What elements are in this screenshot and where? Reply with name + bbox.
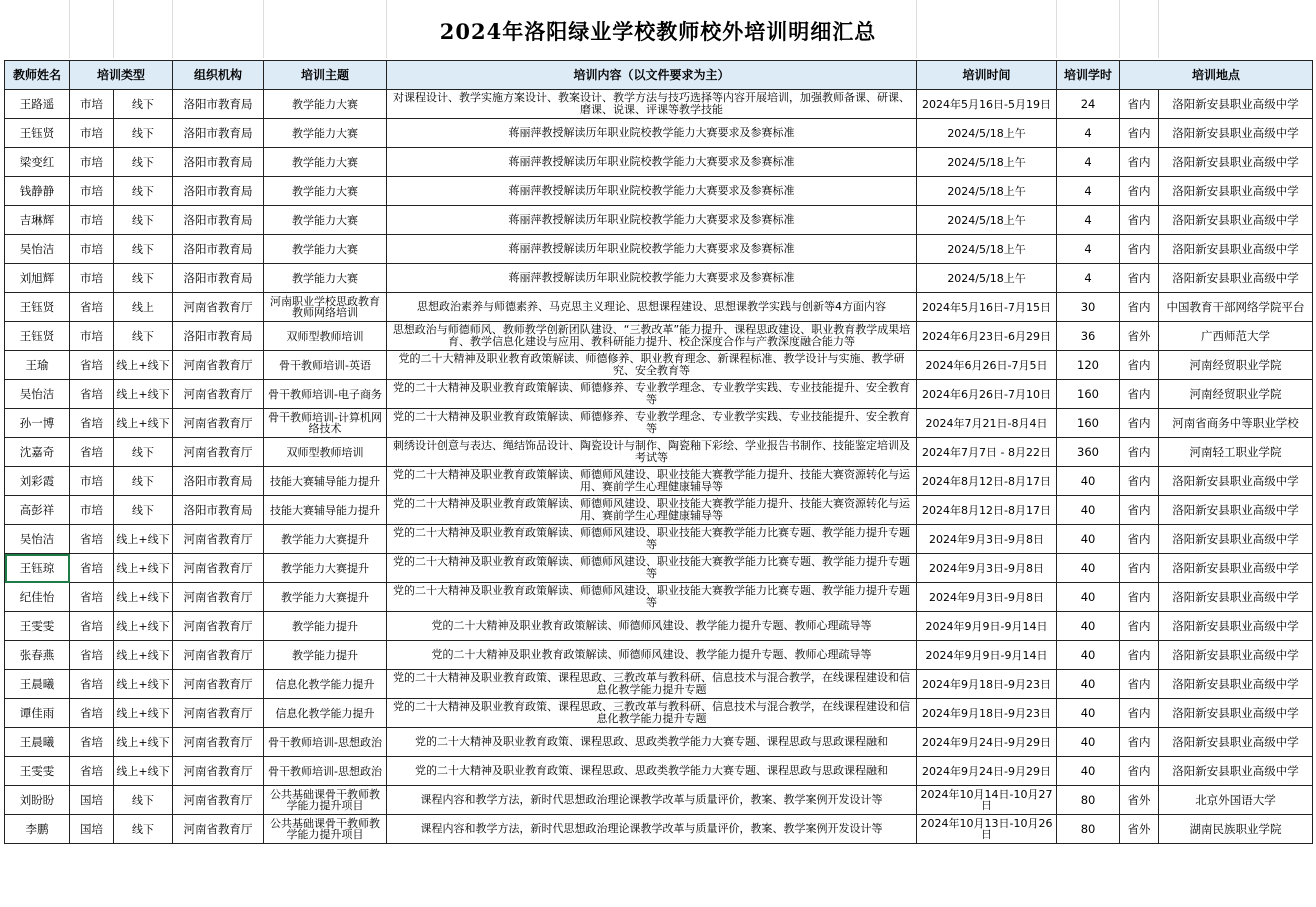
teacher-name-cell[interactable]: 王钰琼 bbox=[5, 554, 70, 583]
table-row bbox=[5, 148, 1313, 177]
hours-cell[interactable]: 160 bbox=[1057, 380, 1120, 409]
organizer-cell[interactable]: 洛阳市教育局 bbox=[173, 90, 264, 119]
table-row bbox=[5, 641, 1313, 670]
teacher-name-cell[interactable]: 纪佳怡 bbox=[5, 583, 70, 612]
training-type-cell[interactable]: 省培 bbox=[70, 583, 114, 612]
content-cell[interactable]: 课程内容和教学方法，新时代思想政治理论课教学改革与质量评价，教案、教学案例开发设计等 bbox=[387, 786, 917, 815]
time-cell[interactable]: 2024/5/18上午 bbox=[917, 264, 1057, 293]
topic-cell[interactable]: 技能大赛辅导能力提升 bbox=[264, 467, 387, 496]
teacher-name-cell[interactable]: 王钰贤 bbox=[5, 293, 70, 322]
topic-cell[interactable]: 公共基础课骨干教师教学能力提升项目 bbox=[264, 786, 387, 815]
table-row bbox=[5, 90, 1313, 119]
location-cell[interactable]: 河南经贸职业学院 bbox=[1159, 351, 1313, 380]
content-cell[interactable]: 党的二十大精神及职业教育政策解读、师德师风建设、职业技能大赛教学能力比赛专题、教学能力提升专题等 bbox=[387, 583, 917, 612]
region-cell[interactable]: 省内 bbox=[1120, 554, 1159, 583]
header-training-type[interactable]: 培训类型 bbox=[70, 61, 173, 90]
training-type-cell[interactable]: 市培 bbox=[70, 264, 114, 293]
training-type-cell[interactable]: 省培 bbox=[70, 670, 114, 699]
organizer-cell[interactable]: 河南省教育厅 bbox=[173, 612, 264, 641]
region-cell[interactable]: 省内 bbox=[1120, 438, 1159, 467]
header-content[interactable]: 培训内容（以文件要求为主） bbox=[387, 61, 917, 90]
time-cell[interactable]: 2024年9月18日-9月23日 bbox=[917, 699, 1057, 728]
header-organizer[interactable]: 组织机构 bbox=[173, 61, 264, 90]
training-type-cell[interactable]: 省培 bbox=[70, 728, 114, 757]
training-type-cell[interactable]: 省培 bbox=[70, 525, 114, 554]
organizer-cell[interactable]: 河南省教育厅 bbox=[173, 351, 264, 380]
hours-cell[interactable]: 4 bbox=[1057, 206, 1120, 235]
location-cell[interactable]: 广西师范大学 bbox=[1159, 322, 1313, 351]
time-cell[interactable]: 2024/5/18上午 bbox=[917, 206, 1057, 235]
location-cell[interactable]: 洛阳新安县职业高级中学 bbox=[1159, 177, 1313, 206]
training-mode-cell[interactable]: 线下 bbox=[114, 815, 173, 844]
training-type-cell[interactable]: 市培 bbox=[70, 177, 114, 206]
location-cell[interactable]: 河南经贸职业学院 bbox=[1159, 380, 1313, 409]
training-mode-cell[interactable]: 线上+线下 bbox=[114, 554, 173, 583]
region-cell[interactable]: 省内 bbox=[1120, 351, 1159, 380]
topic-cell[interactable]: 河南职业学校思政教育教师网络培训 bbox=[264, 293, 387, 322]
teacher-name-cell[interactable]: 王路遥 bbox=[5, 90, 70, 119]
organizer-cell[interactable]: 河南省教育厅 bbox=[173, 409, 264, 438]
training-mode-cell[interactable]: 线上 bbox=[114, 293, 173, 322]
header-location[interactable]: 培训地点 bbox=[1120, 61, 1313, 90]
training-type-cell[interactable]: 省培 bbox=[70, 438, 114, 467]
teacher-name-cell[interactable]: 吴怡洁 bbox=[5, 235, 70, 264]
table-row bbox=[5, 496, 1313, 525]
teacher-name-cell[interactable]: 沈嘉奇 bbox=[5, 438, 70, 467]
organizer-cell[interactable]: 河南省教育厅 bbox=[173, 380, 264, 409]
time-cell[interactable]: 2024年9月3日-9月8日 bbox=[917, 554, 1057, 583]
table-row bbox=[5, 467, 1313, 496]
topic-cell[interactable]: 骨干教师培训-计算机网络技术 bbox=[264, 409, 387, 438]
hours-cell[interactable]: 40 bbox=[1057, 554, 1120, 583]
time-cell[interactable]: 2024年9月24日-9月29日 bbox=[917, 757, 1057, 786]
training-type-cell[interactable]: 市培 bbox=[70, 90, 114, 119]
training-type-cell[interactable]: 省培 bbox=[70, 409, 114, 438]
topic-cell[interactable]: 公共基础课骨干教师教学能力提升项目 bbox=[264, 815, 387, 844]
content-cell[interactable]: 党的二十大精神及职业教育政策解读、师德师风建设、教学能力提升专题、教师心理疏导等 bbox=[387, 641, 917, 670]
region-cell[interactable]: 省内 bbox=[1120, 177, 1159, 206]
hours-cell[interactable]: 360 bbox=[1057, 438, 1120, 467]
content-cell[interactable]: 党的二十大精神及职业教育政策解读、师德修养、专业教学理念、专业教学实践、专业技能提升、安全教育等 bbox=[387, 380, 917, 409]
time-cell[interactable]: 2024年5月16日-5月19日 bbox=[917, 90, 1057, 119]
hours-cell[interactable]: 4 bbox=[1057, 148, 1120, 177]
organizer-cell[interactable]: 河南省教育厅 bbox=[173, 699, 264, 728]
table-row bbox=[5, 670, 1313, 699]
content-cell[interactable]: 思想政治素养与师德素养、马克思主义理论、思想课程建设、思想课教学实践与创新等4方面内容 bbox=[387, 293, 917, 322]
training-type-cell[interactable]: 市培 bbox=[70, 206, 114, 235]
topic-cell[interactable]: 教学能力大赛提升 bbox=[264, 583, 387, 612]
teacher-name-cell[interactable]: 刘旭辉 bbox=[5, 264, 70, 293]
training-mode-cell[interactable]: 线下 bbox=[114, 322, 173, 351]
training-mode-cell[interactable]: 线上+线下 bbox=[114, 583, 173, 612]
topic-cell[interactable]: 骨干教师培训-英语 bbox=[264, 351, 387, 380]
location-cell[interactable]: 洛阳新安县职业高级中学 bbox=[1159, 525, 1313, 554]
hours-cell[interactable]: 4 bbox=[1057, 235, 1120, 264]
region-cell[interactable]: 省内 bbox=[1120, 583, 1159, 612]
teacher-name-cell[interactable]: 王雯雯 bbox=[5, 612, 70, 641]
region-cell[interactable]: 省内 bbox=[1120, 293, 1159, 322]
training-type-cell[interactable]: 市培 bbox=[70, 119, 114, 148]
teacher-name-cell[interactable]: 梁变红 bbox=[5, 148, 70, 177]
teacher-name-cell[interactable]: 吴怡洁 bbox=[5, 380, 70, 409]
topic-cell[interactable]: 双师型教师培训 bbox=[264, 438, 387, 467]
region-cell[interactable]: 省内 bbox=[1120, 119, 1159, 148]
content-cell[interactable]: 对课程设计、教学实施方案设计、教案设计、教学方法与技巧选择等内容开展培训，加强教师备课、研课、磨课、说课、评课等教学技能 bbox=[387, 90, 917, 119]
training-type-cell[interactable]: 省培 bbox=[70, 757, 114, 786]
hours-cell[interactable]: 80 bbox=[1057, 786, 1120, 815]
time-cell[interactable]: 2024年6月26日-7月10日 bbox=[917, 380, 1057, 409]
content-cell[interactable]: 党的二十大精神及职业教育政策、课程思政、思政类教学能力大赛专题、课程思政与思政课程融和 bbox=[387, 757, 917, 786]
training-mode-cell[interactable]: 线下 bbox=[114, 206, 173, 235]
organizer-cell[interactable]: 河南省教育厅 bbox=[173, 786, 264, 815]
content-cell[interactable]: 蒋丽萍教授解读历年职业院校教学能力大赛要求及参赛标准 bbox=[387, 119, 917, 148]
hours-cell[interactable]: 40 bbox=[1057, 728, 1120, 757]
teacher-name-cell[interactable]: 王晨曦 bbox=[5, 670, 70, 699]
organizer-cell[interactable]: 河南省教育厅 bbox=[173, 554, 264, 583]
hours-cell[interactable]: 80 bbox=[1057, 815, 1120, 844]
location-cell[interactable]: 河南轻工职业学院 bbox=[1159, 438, 1313, 467]
content-cell[interactable]: 蒋丽萍教授解读历年职业院校教学能力大赛要求及参赛标准 bbox=[387, 235, 917, 264]
location-cell[interactable]: 北京外国语大学 bbox=[1159, 786, 1313, 815]
training-mode-cell[interactable]: 线下 bbox=[114, 90, 173, 119]
location-cell[interactable]: 洛阳新安县职业高级中学 bbox=[1159, 670, 1313, 699]
table-row bbox=[5, 322, 1313, 351]
content-cell[interactable]: 蒋丽萍教授解读历年职业院校教学能力大赛要求及参赛标准 bbox=[387, 264, 917, 293]
hours-cell[interactable]: 40 bbox=[1057, 583, 1120, 612]
topic-cell[interactable]: 教学能力大赛 bbox=[264, 264, 387, 293]
topic-cell[interactable]: 骨干教师培训-电子商务 bbox=[264, 380, 387, 409]
hours-cell[interactable]: 4 bbox=[1057, 264, 1120, 293]
topic-cell[interactable]: 教学能力大赛 bbox=[264, 206, 387, 235]
training-mode-cell[interactable]: 线下 bbox=[114, 148, 173, 177]
training-type-cell[interactable]: 省培 bbox=[70, 641, 114, 670]
training-mode-cell[interactable]: 线上+线下 bbox=[114, 757, 173, 786]
teacher-name-cell[interactable]: 王钰贤 bbox=[5, 119, 70, 148]
location-cell[interactable]: 洛阳新安县职业高级中学 bbox=[1159, 583, 1313, 612]
teacher-name-cell[interactable]: 吴怡洁 bbox=[5, 525, 70, 554]
table-row bbox=[5, 293, 1313, 322]
training-mode-cell[interactable]: 线下 bbox=[114, 438, 173, 467]
content-cell[interactable]: 党的二十大精神及职业教育政策、课程思政、思政类教学能力大赛专题、课程思政与思政课程融和 bbox=[387, 728, 917, 757]
table-row bbox=[5, 554, 1313, 583]
hours-cell[interactable]: 40 bbox=[1057, 699, 1120, 728]
hours-cell[interactable]: 40 bbox=[1057, 467, 1120, 496]
organizer-cell[interactable]: 河南省教育厅 bbox=[173, 728, 264, 757]
training-mode-cell[interactable]: 线上+线下 bbox=[114, 699, 173, 728]
table-row bbox=[5, 438, 1313, 467]
teacher-name-cell[interactable]: 孙一博 bbox=[5, 409, 70, 438]
training-mode-cell[interactable]: 线下 bbox=[114, 177, 173, 206]
time-cell[interactable]: 2024年9月9日-9月14日 bbox=[917, 641, 1057, 670]
sheet-title: 2024年洛阳绿业学校教师校外培训明细汇总 bbox=[439, 19, 877, 44]
organizer-cell[interactable]: 河南省教育厅 bbox=[173, 815, 264, 844]
organizer-cell[interactable]: 河南省教育厅 bbox=[173, 757, 264, 786]
topic-cell[interactable]: 骨干教师培训-思想政治 bbox=[264, 728, 387, 757]
location-cell[interactable]: 洛阳新安县职业高级中学 bbox=[1159, 612, 1313, 641]
region-cell[interactable]: 省内 bbox=[1120, 728, 1159, 757]
training-mode-cell[interactable]: 线上+线下 bbox=[114, 612, 173, 641]
location-cell[interactable]: 洛阳新安县职业高级中学 bbox=[1159, 728, 1313, 757]
hours-cell[interactable]: 30 bbox=[1057, 293, 1120, 322]
region-cell[interactable]: 省内 bbox=[1120, 148, 1159, 177]
time-cell[interactable]: 2024年5月16日-7月15日 bbox=[917, 293, 1057, 322]
organizer-cell[interactable]: 河南省教育厅 bbox=[173, 438, 264, 467]
table-row bbox=[5, 757, 1313, 786]
training-mode-cell[interactable]: 线上+线下 bbox=[114, 670, 173, 699]
location-cell[interactable]: 湖南民族职业学院 bbox=[1159, 815, 1313, 844]
training-mode-cell[interactable]: 线上+线下 bbox=[114, 409, 173, 438]
region-cell[interactable]: 省内 bbox=[1120, 409, 1159, 438]
table-row bbox=[5, 264, 1313, 293]
organizer-cell[interactable]: 洛阳市教育局 bbox=[173, 235, 264, 264]
time-cell[interactable]: 2024年8月12日-8月17日 bbox=[917, 496, 1057, 525]
time-cell[interactable]: 2024/5/18上午 bbox=[917, 235, 1057, 264]
training-type-cell[interactable]: 市培 bbox=[70, 322, 114, 351]
time-cell[interactable]: 2024年7月7日 - 8月22日 bbox=[917, 438, 1057, 467]
location-cell[interactable]: 洛阳新安县职业高级中学 bbox=[1159, 496, 1313, 525]
header-hours[interactable]: 培训学时 bbox=[1057, 61, 1120, 90]
organizer-cell[interactable]: 洛阳市教育局 bbox=[173, 264, 264, 293]
content-cell[interactable]: 思想政治与师德师风、教师教学创新团队建设、“三教改革”能力提升、课程思政建设、职业教育教学成果培育、教学信息化建设与应用、教科研能力提升、校企深度合作与产教深度融合能力等 bbox=[387, 322, 917, 351]
topic-cell[interactable]: 教学能力大赛 bbox=[264, 148, 387, 177]
table-row bbox=[5, 351, 1313, 380]
table-row bbox=[5, 206, 1313, 235]
region-cell[interactable]: 省内 bbox=[1120, 641, 1159, 670]
region-cell[interactable]: 省内 bbox=[1120, 496, 1159, 525]
location-cell[interactable]: 洛阳新安县职业高级中学 bbox=[1159, 554, 1313, 583]
training-type-cell[interactable]: 省培 bbox=[70, 351, 114, 380]
organizer-cell[interactable]: 洛阳市教育局 bbox=[173, 148, 264, 177]
training-type-cell[interactable]: 省培 bbox=[70, 612, 114, 641]
location-cell[interactable]: 洛阳新安县职业高级中学 bbox=[1159, 119, 1313, 148]
region-cell[interactable]: 省内 bbox=[1120, 699, 1159, 728]
organizer-cell[interactable]: 河南省教育厅 bbox=[173, 583, 264, 612]
content-cell[interactable]: 蒋丽萍教授解读历年职业院校教学能力大赛要求及参赛标准 bbox=[387, 206, 917, 235]
organizer-cell[interactable]: 洛阳市教育局 bbox=[173, 496, 264, 525]
training-type-cell[interactable]: 国培 bbox=[70, 815, 114, 844]
region-cell[interactable]: 省外 bbox=[1120, 815, 1159, 844]
content-cell[interactable]: 蒋丽萍教授解读历年职业院校教学能力大赛要求及参赛标准 bbox=[387, 148, 917, 177]
training-mode-cell[interactable]: 线上+线下 bbox=[114, 641, 173, 670]
location-cell[interactable]: 洛阳新安县职业高级中学 bbox=[1159, 264, 1313, 293]
topic-cell[interactable]: 骨干教师培训-思想政治 bbox=[264, 757, 387, 786]
hours-cell[interactable]: 24 bbox=[1057, 90, 1120, 119]
hours-cell[interactable]: 40 bbox=[1057, 670, 1120, 699]
header-row bbox=[5, 61, 1313, 90]
content-cell[interactable]: 党的二十大精神及职业教育政策解读、师德修养、专业教学理念、专业教学实践、专业技能提升、安全教育等 bbox=[387, 409, 917, 438]
location-cell[interactable]: 洛阳新安县职业高级中学 bbox=[1159, 467, 1313, 496]
region-cell[interactable]: 省内 bbox=[1120, 467, 1159, 496]
content-cell[interactable]: 党的二十大精神及职业教育政策、课程思政、三教改革与教科研、信息技术与混合教学，在线课程建设和信息化教学能力提升专题 bbox=[387, 670, 917, 699]
training-type-cell[interactable]: 省培 bbox=[70, 699, 114, 728]
time-cell[interactable]: 2024/5/18上午 bbox=[917, 119, 1057, 148]
hours-cell[interactable]: 40 bbox=[1057, 612, 1120, 641]
region-cell[interactable]: 省内 bbox=[1120, 264, 1159, 293]
teacher-name-cell[interactable]: 刘彩霞 bbox=[5, 467, 70, 496]
training-mode-cell[interactable]: 线下 bbox=[114, 496, 173, 525]
time-cell[interactable]: 2024年6月23日-6月29日 bbox=[917, 322, 1057, 351]
teacher-name-cell[interactable]: 王晨曦 bbox=[5, 728, 70, 757]
time-cell[interactable]: 2024年8月12日-8月17日 bbox=[917, 467, 1057, 496]
training-mode-cell[interactable]: 线上+线下 bbox=[114, 525, 173, 554]
location-cell[interactable]: 洛阳新安县职业高级中学 bbox=[1159, 235, 1313, 264]
training-type-cell[interactable]: 省培 bbox=[70, 293, 114, 322]
content-cell[interactable]: 刺绣设计创意与表达、绳结饰品设计、陶瓷设计与制作、陶瓷釉下彩绘、学业报告书制作、技能鉴定培训及考试等 bbox=[387, 438, 917, 467]
location-cell[interactable]: 洛阳新安县职业高级中学 bbox=[1159, 757, 1313, 786]
table-row bbox=[5, 815, 1313, 844]
location-cell[interactable]: 河南省商务中等职业学校 bbox=[1159, 409, 1313, 438]
region-cell[interactable]: 省内 bbox=[1120, 206, 1159, 235]
training-mode-cell[interactable]: 线下 bbox=[114, 786, 173, 815]
hours-cell[interactable]: 40 bbox=[1057, 641, 1120, 670]
topic-cell[interactable]: 教学能力提升 bbox=[264, 641, 387, 670]
teacher-name-cell[interactable]: 王雯雯 bbox=[5, 757, 70, 786]
content-cell[interactable]: 党的二十大精神及职业教育政策解读、师德师风建设、职业技能大赛教学能力提升、技能大赛资源转化与运用、赛前学生心理健康辅导等 bbox=[387, 467, 917, 496]
teacher-name-cell[interactable]: 谭佳雨 bbox=[5, 699, 70, 728]
training-mode-cell[interactable]: 线下 bbox=[114, 119, 173, 148]
time-cell[interactable]: 2024年10月14日-10月27日 bbox=[917, 786, 1057, 815]
topic-cell[interactable]: 教学能力大赛 bbox=[264, 177, 387, 206]
teacher-name-cell[interactable]: 王钰贤 bbox=[5, 322, 70, 351]
time-cell[interactable]: 2024年7月21日-8月4日 bbox=[917, 409, 1057, 438]
region-cell[interactable]: 省内 bbox=[1120, 235, 1159, 264]
hours-cell[interactable]: 4 bbox=[1057, 177, 1120, 206]
content-cell[interactable]: 党的二十大精神及职业教育政策解读、师德师风建设、职业技能大赛教学能力比赛专题、教学能力提升专题等 bbox=[387, 525, 917, 554]
content-cell[interactable]: 党的二十大精神及职业教育政策解读、师德修养、职业教育理念、新课程标准、教学设计与实施、教学研究、安全教育等 bbox=[387, 351, 917, 380]
time-cell[interactable]: 2024年9月3日-9月8日 bbox=[917, 583, 1057, 612]
time-cell[interactable]: 2024年6月26日-7月5日 bbox=[917, 351, 1057, 380]
topic-cell[interactable]: 信息化教学能力提升 bbox=[264, 699, 387, 728]
topic-cell[interactable]: 教学能力大赛 bbox=[264, 119, 387, 148]
header-teacher-name[interactable]: 教师姓名 bbox=[5, 61, 70, 90]
training-mode-cell[interactable]: 线下 bbox=[114, 235, 173, 264]
content-cell[interactable]: 蒋丽萍教授解读历年职业院校教学能力大赛要求及参赛标准 bbox=[387, 177, 917, 206]
topic-cell[interactable]: 教学能力大赛提升 bbox=[264, 554, 387, 583]
header-topic[interactable]: 培训主题 bbox=[264, 61, 387, 90]
training-type-cell[interactable]: 市培 bbox=[70, 235, 114, 264]
hours-cell[interactable]: 36 bbox=[1057, 322, 1120, 351]
table-row bbox=[5, 380, 1313, 409]
topic-cell[interactable]: 教学能力大赛提升 bbox=[264, 525, 387, 554]
topic-cell[interactable]: 双师型教师培训 bbox=[264, 322, 387, 351]
training-mode-cell[interactable]: 线下 bbox=[114, 467, 173, 496]
location-cell[interactable]: 中国教育干部网络学院平台 bbox=[1159, 293, 1313, 322]
organizer-cell[interactable]: 河南省教育厅 bbox=[173, 525, 264, 554]
training-type-cell[interactable]: 市培 bbox=[70, 467, 114, 496]
topic-cell[interactable]: 教学能力大赛 bbox=[264, 235, 387, 264]
time-cell[interactable]: 2024年9月18日-9月23日 bbox=[917, 670, 1057, 699]
region-cell[interactable]: 省内 bbox=[1120, 90, 1159, 119]
content-cell[interactable]: 课程内容和教学方法，新时代思想政治理论课教学改革与质量评价，教案、教学案例开发设计等 bbox=[387, 815, 917, 844]
location-cell[interactable]: 洛阳新安县职业高级中学 bbox=[1159, 206, 1313, 235]
training-table bbox=[4, 60, 1313, 844]
region-cell[interactable]: 省内 bbox=[1120, 525, 1159, 554]
training-type-cell[interactable]: 省培 bbox=[70, 380, 114, 409]
hours-cell[interactable]: 4 bbox=[1057, 119, 1120, 148]
teacher-name-cell[interactable]: 王瑜 bbox=[5, 351, 70, 380]
organizer-cell[interactable]: 洛阳市教育局 bbox=[173, 206, 264, 235]
region-cell[interactable]: 省内 bbox=[1120, 612, 1159, 641]
location-cell[interactable]: 洛阳新安县职业高级中学 bbox=[1159, 90, 1313, 119]
region-cell[interactable]: 省外 bbox=[1120, 322, 1159, 351]
location-cell[interactable]: 洛阳新安县职业高级中学 bbox=[1159, 699, 1313, 728]
organizer-cell[interactable]: 河南省教育厅 bbox=[173, 293, 264, 322]
hours-cell[interactable]: 160 bbox=[1057, 409, 1120, 438]
hours-cell[interactable]: 40 bbox=[1057, 525, 1120, 554]
teacher-name-cell[interactable]: 张春燕 bbox=[5, 641, 70, 670]
table-row bbox=[5, 177, 1313, 206]
time-cell[interactable]: 2024年9月24日-9月29日 bbox=[917, 728, 1057, 757]
table-row bbox=[5, 612, 1313, 641]
organizer-cell[interactable]: 洛阳市教育局 bbox=[173, 322, 264, 351]
table-row bbox=[5, 119, 1313, 148]
teacher-name-cell[interactable]: 高彭祥 bbox=[5, 496, 70, 525]
topic-cell[interactable]: 教学能力大赛 bbox=[264, 90, 387, 119]
topic-cell[interactable]: 技能大赛辅导能力提升 bbox=[264, 496, 387, 525]
content-cell[interactable]: 党的二十大精神及职业教育政策解读、师德师风建设、教学能力提升专题、教师心理疏导等 bbox=[387, 612, 917, 641]
training-type-cell[interactable]: 市培 bbox=[70, 496, 114, 525]
table-row bbox=[5, 699, 1313, 728]
content-cell[interactable]: 党的二十大精神及职业教育政策解读、师德师风建设、职业技能大赛教学能力提升、技能大赛资源转化与运用、赛前学生心理健康辅导等 bbox=[387, 496, 917, 525]
table-row bbox=[5, 525, 1313, 554]
hours-cell[interactable]: 40 bbox=[1057, 757, 1120, 786]
region-cell[interactable]: 省内 bbox=[1120, 380, 1159, 409]
region-cell[interactable]: 省内 bbox=[1120, 757, 1159, 786]
topic-cell[interactable]: 信息化教学能力提升 bbox=[264, 670, 387, 699]
organizer-cell[interactable]: 洛阳市教育局 bbox=[173, 467, 264, 496]
time-cell[interactable]: 2024/5/18上午 bbox=[917, 148, 1057, 177]
training-mode-cell[interactable]: 线上+线下 bbox=[114, 380, 173, 409]
organizer-cell[interactable]: 洛阳市教育局 bbox=[173, 177, 264, 206]
hours-cell[interactable]: 120 bbox=[1057, 351, 1120, 380]
teacher-name-cell[interactable]: 刘盼盼 bbox=[5, 786, 70, 815]
training-type-cell[interactable]: 省培 bbox=[70, 554, 114, 583]
time-cell[interactable]: 2024年10月13日-10月26日 bbox=[917, 815, 1057, 844]
location-cell[interactable]: 洛阳新安县职业高级中学 bbox=[1159, 641, 1313, 670]
region-cell[interactable]: 省内 bbox=[1120, 670, 1159, 699]
table-row bbox=[5, 409, 1313, 438]
content-cell[interactable]: 党的二十大精神及职业教育政策解读、师德师风建设、职业技能大赛教学能力比赛专题、教学能力提升专题等 bbox=[387, 554, 917, 583]
time-cell[interactable]: 2024年9月9日-9月14日 bbox=[917, 612, 1057, 641]
table-row bbox=[5, 235, 1313, 264]
training-mode-cell[interactable]: 线上+线下 bbox=[114, 728, 173, 757]
training-mode-cell[interactable]: 线上+线下 bbox=[114, 351, 173, 380]
table-row bbox=[5, 786, 1313, 815]
organizer-cell[interactable]: 河南省教育厅 bbox=[173, 641, 264, 670]
topic-cell[interactable]: 教学能力提升 bbox=[264, 612, 387, 641]
hours-cell[interactable]: 40 bbox=[1057, 496, 1120, 525]
time-cell[interactable]: 2024/5/18上午 bbox=[917, 177, 1057, 206]
table-row bbox=[5, 583, 1313, 612]
teacher-name-cell[interactable]: 钱静静 bbox=[5, 177, 70, 206]
teacher-name-cell[interactable]: 吉琳辉 bbox=[5, 206, 70, 235]
training-type-cell[interactable]: 国培 bbox=[70, 786, 114, 815]
organizer-cell[interactable]: 洛阳市教育局 bbox=[173, 119, 264, 148]
table-row bbox=[5, 728, 1313, 757]
time-cell[interactable]: 2024年9月3日-9月8日 bbox=[917, 525, 1057, 554]
training-type-cell[interactable]: 市培 bbox=[70, 148, 114, 177]
header-time[interactable]: 培训时间 bbox=[917, 61, 1057, 90]
teacher-name-cell[interactable]: 李鹏 bbox=[5, 815, 70, 844]
content-cell[interactable]: 党的二十大精神及职业教育政策、课程思政、三教改革与教科研、信息技术与混合教学，在线课程建设和信息化教学能力提升专题 bbox=[387, 699, 917, 728]
location-cell[interactable]: 洛阳新安县职业高级中学 bbox=[1159, 148, 1313, 177]
training-mode-cell[interactable]: 线下 bbox=[114, 264, 173, 293]
region-cell[interactable]: 省外 bbox=[1120, 786, 1159, 815]
organizer-cell[interactable]: 河南省教育厅 bbox=[173, 670, 264, 699]
